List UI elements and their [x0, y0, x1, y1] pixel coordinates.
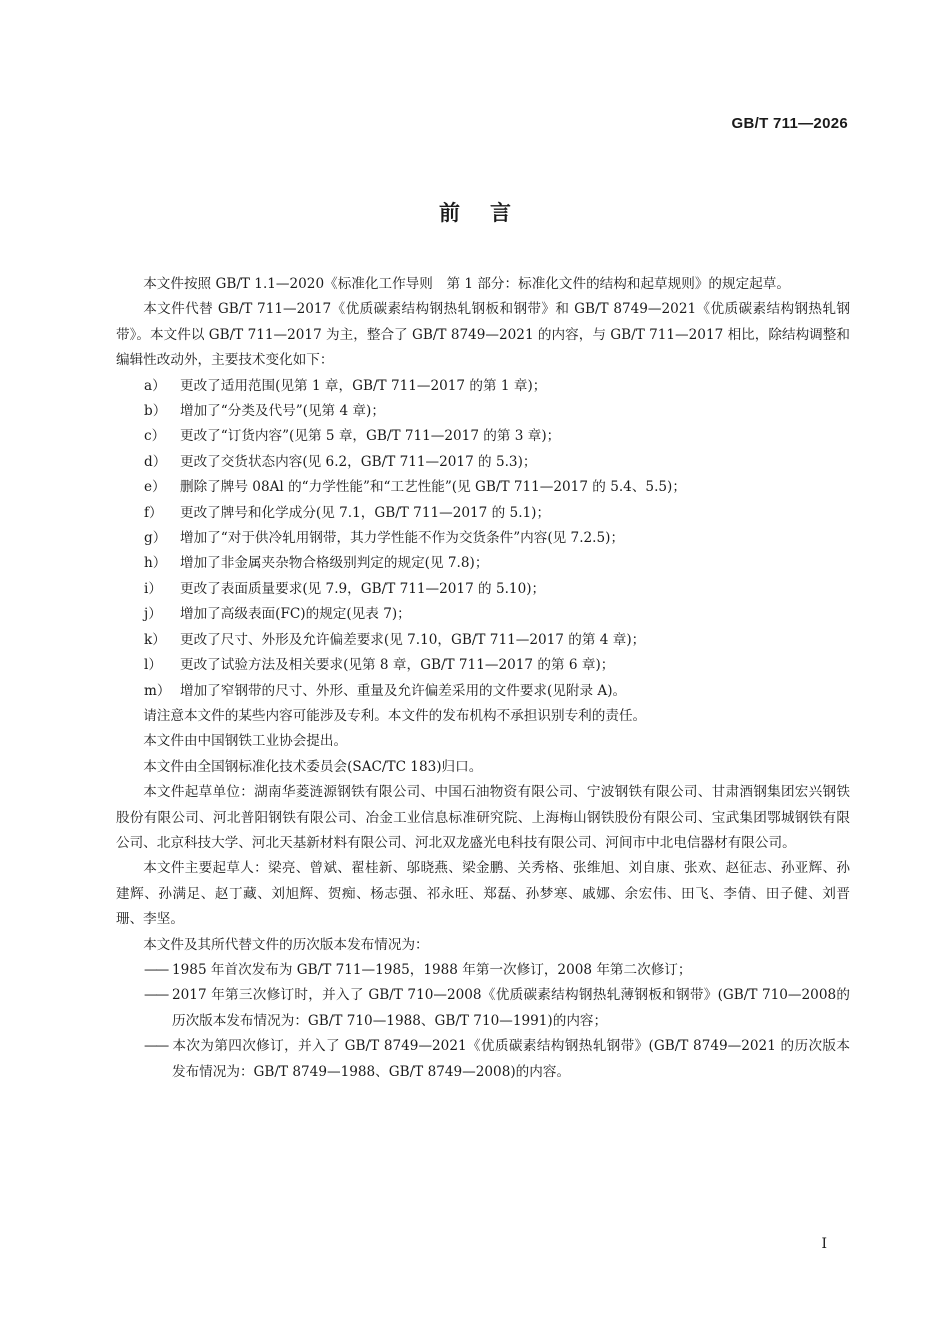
list-item-text: 增加了窄钢带的尺寸、外形、重量及允许偏差采用的文件要求(见附录 A)。 — [180, 682, 627, 699]
history-item — [116, 983, 850, 1034]
list-item-label: b） — [144, 403, 167, 420]
list-item-label: k） — [144, 631, 166, 648]
dash-marker: —— — [144, 987, 168, 1004]
list-item-label: g） — [144, 530, 167, 547]
list-item-text: 增加了高级表面(FC)的规定(见表 7)； — [180, 606, 411, 623]
history-list — [116, 958, 850, 1085]
list-item — [116, 526, 850, 551]
list-item-label: h） — [144, 555, 167, 572]
page-title: 前言 — [439, 201, 541, 225]
list-item — [116, 374, 850, 399]
document-number: GB/T 711—2026 — [731, 115, 848, 132]
paragraph-drafting-rules: 本文件按照 GB/T 1.1—2020《标准化工作导则 第 1 部分：标准化文件的结构和起草规则》的规定起草。 — [143, 276, 790, 292]
change-list — [116, 374, 850, 704]
list-item-text: 增加了“对于供冷轧用钢带，其力学性能不作为交货条件”内容(见 7.2.5)； — [180, 530, 625, 547]
list-item-text: 删除了牌号 08Al 的“力学性能”和“工艺性能”(见 GB/T 711—2017 的 5.4、5.5)； — [180, 479, 686, 496]
dash-marker: —— — [144, 961, 168, 978]
list-item — [116, 577, 850, 602]
list-item-label: i） — [144, 580, 162, 597]
list-item — [116, 653, 850, 678]
paragraph-proposer: 本文件由中国钢铁工业协会提出。 — [143, 733, 348, 750]
list-item-text: 增加了非金属夹杂物合格级别判定的规定(见 7.8)； — [180, 555, 489, 572]
list-item-text: 更改了尺寸、外形及允许偏差要求(见 7.10，GB/T 711—2017 的第 4 章)； — [180, 631, 646, 648]
list-item-text: 更改了牌号和化学成分(见 7.1，GB/T 711—2017 的 5.1)； — [180, 504, 551, 521]
list-item-text: 增加了“分类及代号”(见第 4 章)； — [180, 403, 385, 420]
list-item — [116, 679, 850, 704]
paragraph-drafting-units: 本文件起草单位：湖南华菱涟源钢铁有限公司、中国石油物资有限公司、宁波钢铁有限公司、甘肃酒钢集团宏兴钢铁股份有限公司、河北普阳钢铁有限公司、冶金工业信息标准研究院、上海梅山钢铁股份有限公司、宝武集团鄂城钢铁有限公司、北京科技大学、河北天基新材料有限公司、河北双龙盛光电科技有限公司、河间市中北电信器材有限公司。 — [116, 784, 850, 851]
paragraph-history-intro: 本文件及其所代替文件的历次版本发布情况为： — [143, 936, 429, 953]
list-item-text: 更改了“订货内容”(见第 5 章，GB/T 711—2017 的第 3 章)； — [180, 428, 561, 445]
dash-marker: —— — [144, 1038, 168, 1055]
history-item-text: 2017 年第三次修订时，并入了 GB/T 710—2008《优质碳素结构钢热轧薄钢板和钢带》(GB/T 710—2008的历次版本发布情况为：GB/T 710—1988、GB/T 710—1991)的内容； — [172, 987, 850, 1029]
page-number: I — [821, 1236, 827, 1252]
list-item-label: m） — [144, 682, 171, 699]
list-item-label: e） — [144, 479, 166, 496]
list-item — [116, 501, 850, 526]
history-item — [116, 1034, 850, 1085]
list-item — [116, 475, 850, 500]
foreword-body — [116, 272, 850, 1085]
list-item-text: 更改了表面质量要求(见 7.9，GB/T 711—2017 的 5.10)； — [180, 580, 546, 597]
list-item-text: 更改了适用范围(见第 1 章，GB/T 711—2017 的第 1 章)； — [180, 377, 547, 394]
history-item-text: 本次为第四次修订，并入了 GB/T 8749—2021《优质碳素结构钢热轧钢带》(GB/T 8749—2021 的历次版本发布情况为：GB/T 8749—1988、GB/T 8749—2008)的内容。 — [172, 1038, 850, 1080]
history-item — [116, 958, 850, 983]
list-item-label: c） — [144, 428, 166, 445]
history-item-text: 1985 年首次发布为 GB/T 711—1985，1988 年第一次修订，2008 年第二次修订； — [172, 961, 692, 978]
list-item — [116, 602, 850, 627]
list-item — [116, 450, 850, 475]
paragraph-committee: 本文件由全国钢标准化技术委员会(SAC/TC 183)归口。 — [143, 758, 483, 775]
paragraph-replacement: 本文件代替 GB/T 711—2017《优质碳素结构钢热轧钢板和钢带》和 GB/T 8749—2021《优质碳素结构钢热轧钢带》。本文件以 GB/T 711—2017 为主，整合了 GB/T 8749—2021 的内容，与 GB/T 711—2017 相比，除结构调整和编辑性改动外，主要技术变化如下： — [116, 301, 850, 369]
paragraph-patent-notice: 请注意本文件的某些内容可能涉及专利。本文件的发布机构不承担识别专利的责任。 — [143, 707, 647, 724]
list-item — [116, 399, 850, 424]
paragraph-drafters: 本文件主要起草人：梁亮、曾斌、翟桂新、邬晓燕、梁金鹏、关秀格、张维旭、刘自康、张欢、赵征志、孙亚辉、孙建辉、孙满足、赵丁藏、刘旭辉、贺痴、杨志强、祁永旺、郑磊、孙梦寒、戚娜、余宏伟、田飞、李倩、田子健、刘晋珊、李坚。 — [116, 860, 850, 928]
list-item-label: l） — [144, 657, 162, 674]
list-item-text: 更改了试验方法及相关要求(见第 8 章，GB/T 711—2017 的第 6 章)； — [180, 657, 615, 674]
list-item — [116, 424, 850, 449]
list-item-label: d） — [144, 453, 167, 470]
list-item-label: a） — [144, 377, 166, 394]
list-item — [116, 551, 850, 576]
list-item-text: 更改了交货状态内容(见 6.2，GB/T 711—2017 的 5.3)； — [180, 453, 537, 470]
list-item-label: j） — [144, 606, 162, 623]
list-item — [116, 628, 850, 653]
list-item-label: f） — [144, 504, 163, 521]
